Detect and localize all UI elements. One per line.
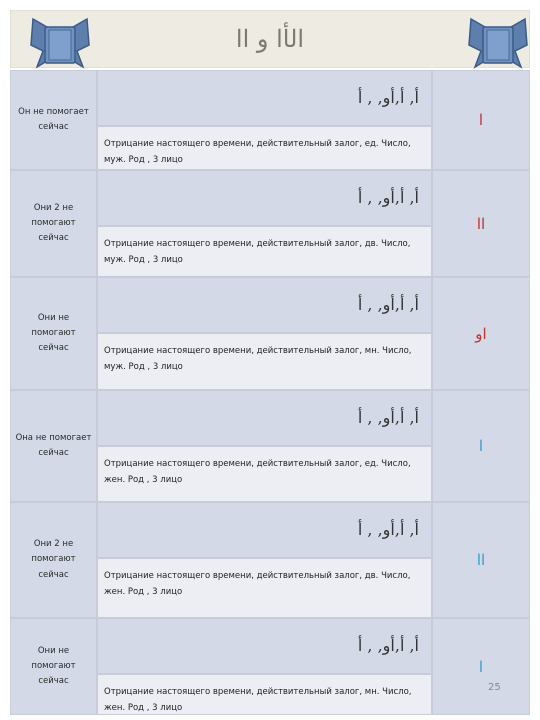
form-number: ا [432, 390, 530, 502]
russian-translation: Они не помогают сейчас [10, 618, 97, 715]
form-number: ا [432, 618, 530, 715]
arabic-form: أ, أ,أو, , أ [97, 618, 432, 674]
arabic-form: أ, أ,أو, , أ [97, 70, 432, 126]
form-number: ا [432, 70, 530, 170]
page-number: 25 [488, 682, 501, 693]
arabic-form: أ, أ,أو, , أ [97, 170, 432, 226]
grammar-description: Отрицание настоящего времени, действительный залог, ед. Число, жен. Род , 3 лицо [97, 446, 432, 502]
form-number: اا [432, 170, 530, 277]
conjugation-table [10, 70, 530, 715]
arabic-form: أ, أ,أو, , أ [97, 502, 432, 558]
table-row [10, 502, 530, 618]
slide-title: الأا و اا [235, 25, 305, 53]
grammar-description: Отрицание настоящего времени, действительный залог, мн. Число, муж. Род , 3 лицо [97, 333, 432, 390]
slide-header [10, 10, 530, 68]
grammar-description: Отрицание настоящего времени, действительный залог, мн. Число, жен. Род , 3 лицо [97, 674, 432, 715]
form-number: اا [432, 502, 530, 618]
table-row [10, 618, 530, 715]
table-row [10, 170, 530, 277]
grammar-description: Отрицание настоящего времени, действительный залог, дв. Число, муж. Род , 3 лицо [97, 226, 432, 277]
grammar-description: Отрицание настоящего времени, действительный залог, ед. Число, муж. Род , 3 лицо [97, 126, 432, 170]
table-row [10, 277, 530, 390]
form-number: او [432, 277, 530, 390]
arabic-form: أ, أ,أو, , أ [97, 390, 432, 446]
book-banner-icon [467, 15, 529, 69]
table-row [10, 390, 530, 502]
russian-translation: Они 2 не помогают сейчас [10, 170, 97, 277]
grammar-description: Отрицание настоящего времени, действительный залог, дв. Число, жен. Род , 3 лицо [97, 558, 432, 618]
russian-translation: Она не помогает сейчас [10, 390, 97, 502]
russian-translation: Он не помогает сейчас [10, 70, 97, 170]
russian-translation: Они 2 не помогают сейчас [10, 502, 97, 618]
arabic-form: أ, أ,أو, , أ [97, 277, 432, 333]
table-row [10, 70, 530, 170]
russian-translation: Они не помогают сейчас [10, 277, 97, 390]
